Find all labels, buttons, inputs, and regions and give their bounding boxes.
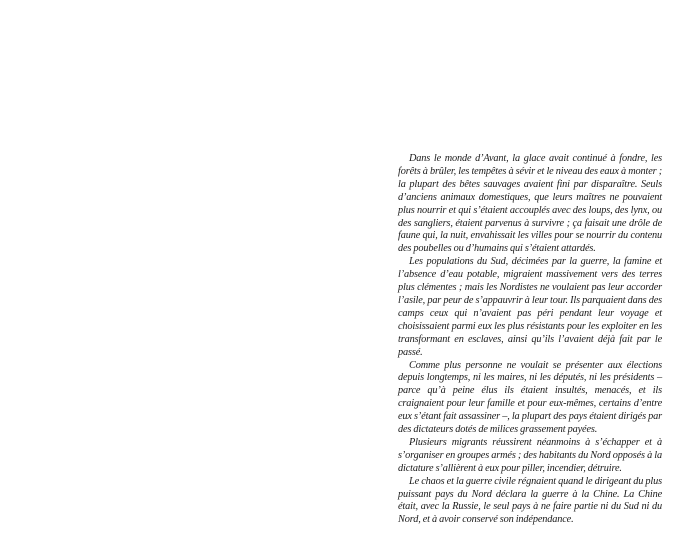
paragraph-2: Les populations du Sud, décimées par la guerre, la famine et l’absence d’eau potable, migraient massivement vers des terres plus clémentes ; mais les Nordistes ne voulaient pas leur accorder l’asile, par peur de s’appauvrir à leur tour. Ils parquaient dans des camps ceux qui n’avaient pas péri pendant leur voyage et choisissaient parmi eux les plus résistants pour les exploiter en les transformant en esclaves, ainsi qu’ils l’avaient déjà fait par le passé. [398,256,662,358]
paragraph-1: Dans le monde d’Avant, la glace avait continué à fondre, les forêts à brûler, les tempêtes à sévir et le niveau des eaux à monter ; la plupart des bêtes sauvages avaient fini par disparaître. Seuls d’anciens animaux domestiques, que leurs maîtres ne pouvaient plus nourrir et qui s’étaient accouplés avec des loups, des lynx, ou des sangliers, étaient parvenus à survivre ; ça faisait une drôle de faune qui, la nuit, envahissait les villes pour se nourrir du contenu des poubelles ou d’humains qui s’étaient attardés. [398,153,662,255]
paragraph-3: Comme plus personne ne voulait se présenter aux élections depuis longtemps, ni les maires, ni les députés, ni les présidents – parce qu’à peine élus ils étaient insultés, menacés, et ils craignaient pour leur famille et pour eux-mêmes, certains d’entre eux s’étant fait assassiner –, la plupart des pays étaient dirigés par des dictateurs dotés de milices grassement payées. [398,359,662,436]
body-text [398,153,662,527]
paragraph-5: Le chaos et la guerre civile régnaient quand le dirigeant du plus puissant pays du Nord déclara la guerre à la Chine. La Chine était, avec la Russie, le seul pays à ne faire partie ni du Sud ni du Nord, et à avoir conservé son indépendance. [398,475,662,526]
paragraph-4: Plusieurs migrants réussirent néanmoins à s’échapper et à s’organiser en groupes armés ; des habitants du Nord opposés à la dictature s’allièrent à eux pour piller, incendier, détruire. [398,436,662,474]
